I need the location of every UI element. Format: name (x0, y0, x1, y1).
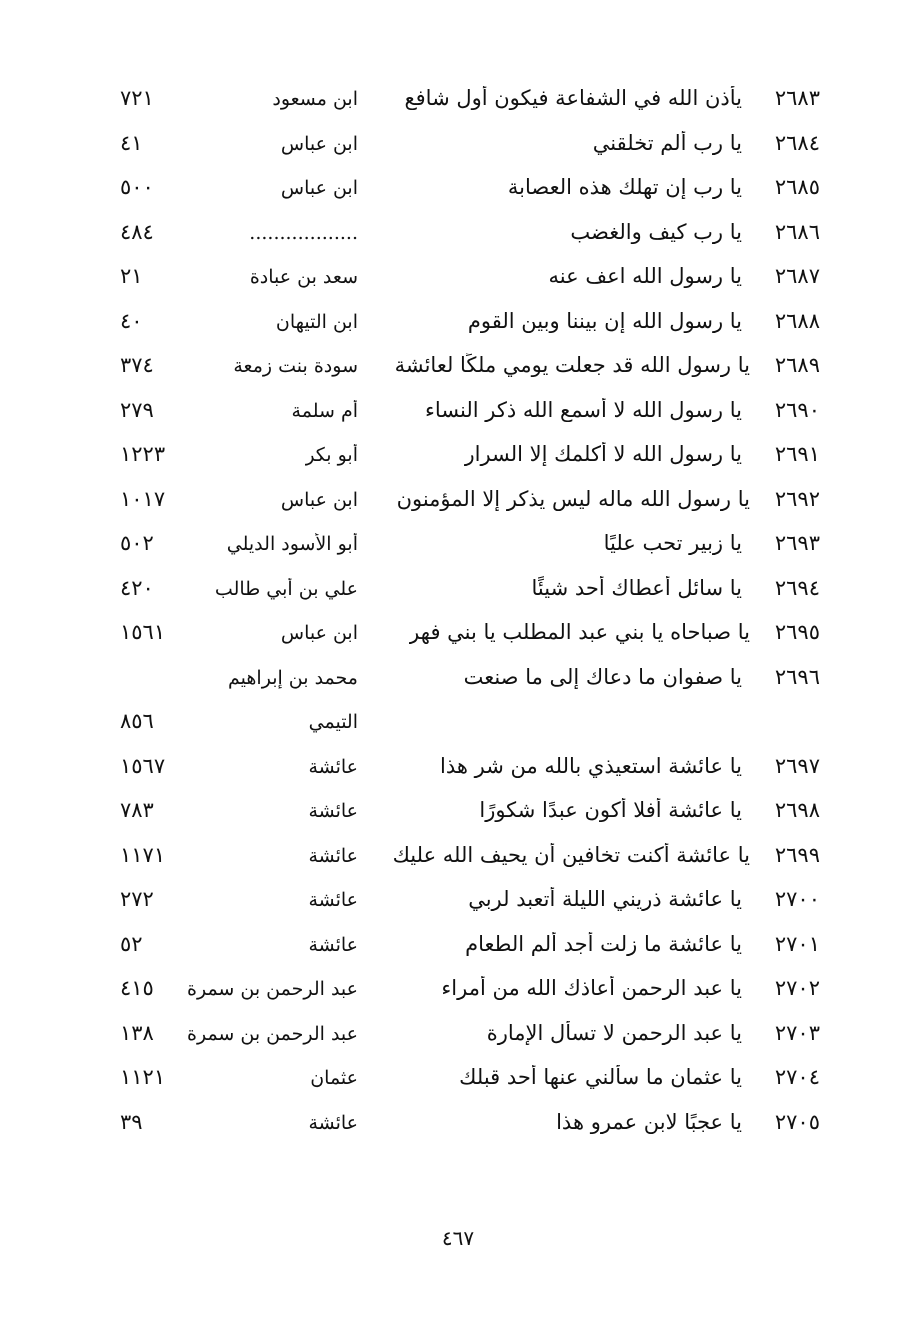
entry-narrator: أبو بكر (305, 444, 358, 466)
entry-narrator: أبو الأسود الديلي (226, 533, 358, 555)
entry-reference: ١١٧١ (120, 842, 166, 867)
entry-text: يأذن الله في الشفاعة فيكون أول شافع (404, 86, 742, 110)
entry-narrator: ابن عباس (280, 488, 358, 511)
entry-text: يا عثمان ما سألني عنها أحد قبلك (459, 1065, 742, 1089)
entry-narrator: عائشة (308, 844, 358, 867)
entry-reference: ١٣٨ (120, 1020, 154, 1045)
index-entry-2702 (100, 972, 820, 1017)
entry-number: ٢٧٠٣ (774, 1020, 820, 1045)
entry-narrator: ابن التيهان (275, 310, 358, 333)
entry-text: يا عبد الرحمن لا تسأل الإمارة (486, 1020, 742, 1045)
entry-reference: ٣٧٤ (120, 353, 154, 377)
entry-number: ٢٦٩١ (774, 442, 820, 466)
index-entry-2701 (100, 928, 820, 973)
entry-reference: ٤٢٠ (120, 575, 154, 600)
entry-reference: ٢٧٩ (120, 397, 154, 422)
entry-reference: ٣٩ (120, 1109, 143, 1134)
entry-text: يا رسول الله ماله ليس يذكر إلا المؤمنون (396, 486, 750, 511)
index-entry-2687 (100, 260, 820, 305)
entry-text: يا صفوان ما دعاك إلى ما صنعت (463, 664, 742, 689)
entry-text: يا رب إن تهلك هذه العصابة (507, 175, 742, 199)
entry-reference: ٨٥٦ (120, 708, 154, 733)
entry-number: ٢٦٩٣ (774, 531, 820, 555)
index-entry-2703 (100, 1017, 820, 1062)
entry-number: ٢٦٨٧ (774, 264, 820, 288)
entry-number: ٢٦٨٣ (774, 86, 820, 110)
index-entry-2693 (100, 527, 820, 572)
entry-text: يا عائشة ذريني الليلة أتعبد لربي (468, 887, 742, 911)
entry-reference: ٥٢ (120, 931, 143, 956)
index-entry-2688 (100, 305, 820, 350)
index-entry-2685 (100, 171, 820, 216)
entry-number: ٢٦٩٥ (774, 620, 820, 644)
entry-text: يا رب كيف والغضب (570, 219, 742, 244)
index-entry-2699 (100, 839, 820, 884)
entry-number: ٢٧٠٠ (774, 887, 820, 911)
entry-text: يا رسول الله قد جعلت يومي ملكًا لعائشة (394, 353, 750, 377)
entry-number: ٢٦٩٩ (774, 842, 820, 867)
page-number: ٤٦٧ (441, 1226, 475, 1250)
entry-number: ٢٦٨٩ (774, 353, 820, 377)
entry-number: ٢٦٩٨ (774, 798, 820, 822)
entry-text: يا رسول الله لا أكلمك إلا السرار (464, 442, 742, 466)
index-entry-2704 (100, 1061, 820, 1106)
entry-narrator: عائشة (308, 889, 358, 911)
entry-reference: ١٥٦١ (120, 620, 166, 644)
entry-reference: ٤١٥ (120, 976, 154, 1000)
entry-number: ٢٧٠١ (774, 931, 820, 956)
entry-narrator: أم سلمة (291, 399, 358, 422)
entry-reference: ١٠١٧ (120, 486, 166, 511)
entry-narrator: عبد الرحمن بن سمرة (187, 1022, 358, 1045)
entry-number: ٢٧٠٥ (774, 1109, 820, 1134)
entry-reference: ١٢٢٣ (120, 442, 166, 466)
index-entry-2686 (100, 216, 820, 261)
entry-narrator: ابن عباس (280, 622, 358, 644)
entry-text: يا رسول الله لا أسمع الله ذكر النساء (425, 397, 742, 422)
entry-narrator-continuation: التيمي (308, 710, 358, 733)
entry-narrator: عائشة (308, 1111, 358, 1134)
entry-text: يا عائشة أفلا أكون عبدًا شكورًا (479, 798, 742, 822)
index-entry-2698 (100, 794, 820, 839)
entry-reference: ٥٠٠ (120, 175, 154, 199)
entry-text: يا عبد الرحمن أعاذك الله من أمراء (441, 976, 742, 1000)
entry-reference: ٢١ (120, 264, 143, 288)
entry-reference: ٧٨٣ (120, 798, 154, 822)
entry-number: ٢٦٨٥ (774, 175, 820, 199)
entry-number: ٢٦٩٧ (774, 753, 820, 778)
index-entry-2691 (100, 438, 820, 483)
entry-narrator: عائشة (308, 755, 358, 778)
index-entry-2692 (100, 483, 820, 528)
entry-number: ٢٦٨٦ (774, 219, 820, 244)
entry-narrator: سودة بنت زمعة (233, 355, 358, 377)
entry-number: ٢٦٨٤ (774, 130, 820, 155)
entry-number: ٢٦٩٠ (774, 397, 820, 422)
entry-text: يا سائل أعطاك أحد شيئًا (531, 575, 742, 600)
index-entry-2684 (100, 127, 820, 172)
entry-text: يا عائشة استعيذي بالله من شر هذا (440, 753, 742, 778)
entry-number: ٢٦٨٨ (774, 308, 820, 333)
entry-narrator: علي بن أبي طالب (214, 577, 358, 600)
entry-number: ٢٧٠٢ (774, 976, 820, 1000)
entry-narrator: .................. (249, 221, 358, 244)
entry-reference: ١٥٦٧ (120, 753, 166, 778)
entry-number: ٢٧٠٤ (774, 1065, 820, 1089)
entry-text: يا عائشة ما زلت أجد ألم الطعام (465, 931, 742, 956)
index-entry-2696 (100, 661, 820, 750)
entry-narrator: عثمان (310, 1067, 358, 1089)
index-entry-2700 (100, 883, 820, 928)
index-entry-2690 (100, 394, 820, 439)
entry-reference: ١١٢١ (120, 1065, 166, 1089)
entry-reference: ٢٧٢ (120, 887, 154, 911)
entry-narrator: سعد بن عبادة (249, 266, 358, 288)
entry-reference: ٧٢١ (120, 86, 154, 110)
entry-text: يا صباحاه يا بني عبد المطلب يا بني فهر (409, 620, 750, 644)
entry-text: يا عائشة أكنت تخافين أن يحيف الله عليك (392, 842, 750, 867)
index-entry-2695 (100, 616, 820, 661)
hadith-index-list (100, 82, 820, 1150)
entry-text: يا رسول الله إن بيننا وبين القوم (467, 308, 742, 333)
entry-text: يا رب ألم تخلقني (592, 130, 742, 155)
entry-narrator: عائشة (308, 933, 358, 956)
entry-narrator: عائشة (308, 800, 358, 822)
entry-reference: ٤٨٤ (120, 219, 154, 244)
entry-number: ٢٦٩٢ (774, 486, 820, 511)
entry-text: يا عجبًا لابن عمرو هذا (556, 1109, 742, 1134)
entry-reference: ٥٠٢ (120, 531, 154, 555)
entry-text: يا زبير تحب عليًا (603, 531, 742, 555)
index-entry-2697 (100, 750, 820, 795)
entry-text: يا رسول الله اعف عنه (548, 264, 742, 288)
index-entry-2694 (100, 572, 820, 617)
entry-narrator: عبد الرحمن بن سمرة (187, 978, 358, 1000)
index-entry-2689 (100, 349, 820, 394)
entry-narrator: محمد بن إبراهيم (228, 666, 358, 689)
entry-reference: ٤٠ (120, 308, 143, 333)
index-entry-2705 (100, 1106, 820, 1151)
entry-number: ٢٦٩٦ (774, 664, 820, 689)
entry-narrator: ابن عباس (280, 132, 358, 155)
entry-narrator: ابن عباس (280, 177, 358, 199)
index-entry-2683 (100, 82, 820, 127)
entry-narrator: ابن مسعود (272, 88, 358, 110)
entry-reference: ٤١ (120, 130, 143, 155)
entry-number: ٢٦٩٤ (774, 575, 820, 600)
